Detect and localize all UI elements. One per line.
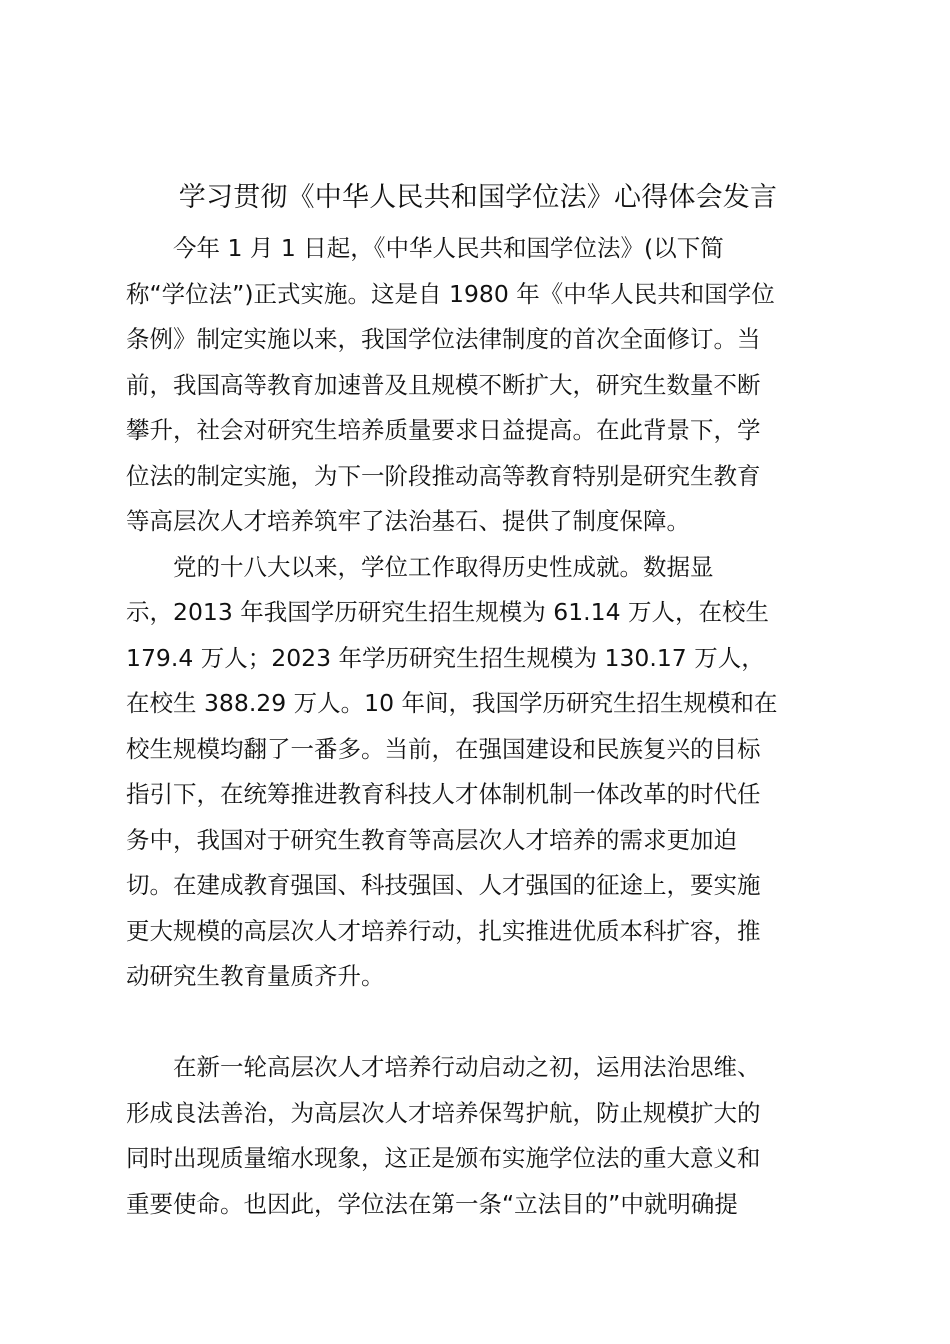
paragraph-line: 示，2013 年我国学历研究生招生规模为 61.14 万人，在校生	[126, 598, 769, 626]
paragraph-line: 位法的制定实施，为下一阶段推动高等教育特别是研究生教育	[126, 461, 761, 490]
paragraph-line: 前，我国高等教育加速普及且规模不断扩大，研究生数量不断	[126, 370, 761, 399]
paragraph-line: 179.4 万人；2023 年学历研究生招生规模为 130.17 万人，	[126, 643, 765, 672]
paragraph-line: 在新一轮高层次人才培养行动启动之初，运用法治思维、	[126, 1053, 761, 1081]
paragraph-line: 等高层次人才培养筑牢了法治基石、提供了制度保障。	[126, 507, 690, 535]
paragraph-line: 更大规模的高层次人才培养行动，扎实推进优质本科扩容，推	[126, 916, 761, 945]
paragraph-line: 切。在建成教育强国、科技强国、人才强国的征途上，要实施	[126, 871, 761, 899]
paragraph-line: 称“学位法”)正式实施。这是自 1980 年《中华人民共和国学位	[126, 279, 775, 308]
paragraph-line: 务中，我国对于研究生教育等高层次人才培养的需求更加迫	[126, 825, 737, 854]
paragraph-line: 今年 1 月 1 日起，《中华人民共和国学位法》(以下简	[126, 234, 724, 262]
paragraph-line: 形成良法善治，为高层次人才培养保驾护航，防止规模扩大的	[126, 1098, 761, 1127]
paragraph-line: 党的十八大以来，学位工作取得历史性成就。数据显	[126, 552, 714, 581]
paragraph-3	[126, 1045, 830, 1227]
paragraph-line: 指引下，在统筹推进教育科技人才体制机制一体改革的时代任	[126, 780, 761, 808]
paragraph-line: 条例》制定实施以来，我国学位法律制度的首次全面修订。当	[126, 325, 761, 353]
paragraph-line: 在校生 388.29 万人。10 年间，我国学历研究生招生规模和在	[126, 689, 778, 717]
paragraph-line: 重要使命。也因此，学位法在第一条“立法目的”中就明确提	[126, 1189, 738, 1218]
paragraph-line: 同时出现质量缩水现象，这正是颁布实施学位法的重大意义和	[126, 1144, 761, 1172]
paragraph-1	[126, 226, 830, 545]
paragraph-line	[126, 1000, 830, 1046]
paragraph-line: 攀升，社会对研究生培养质量要求日益提高。在此背景下，学	[126, 416, 761, 444]
document-title: 学习贯彻《中华人民共和国学位法》心得体会发言	[178, 182, 778, 213]
document-body	[126, 226, 830, 1227]
paragraph-2	[126, 545, 830, 1046]
paragraph-line: 校生规模均翻了一番多。当前，在强国建设和民族复兴的目标	[126, 734, 761, 763]
paragraph-line: 动研究生教育量质齐升。	[126, 962, 385, 990]
